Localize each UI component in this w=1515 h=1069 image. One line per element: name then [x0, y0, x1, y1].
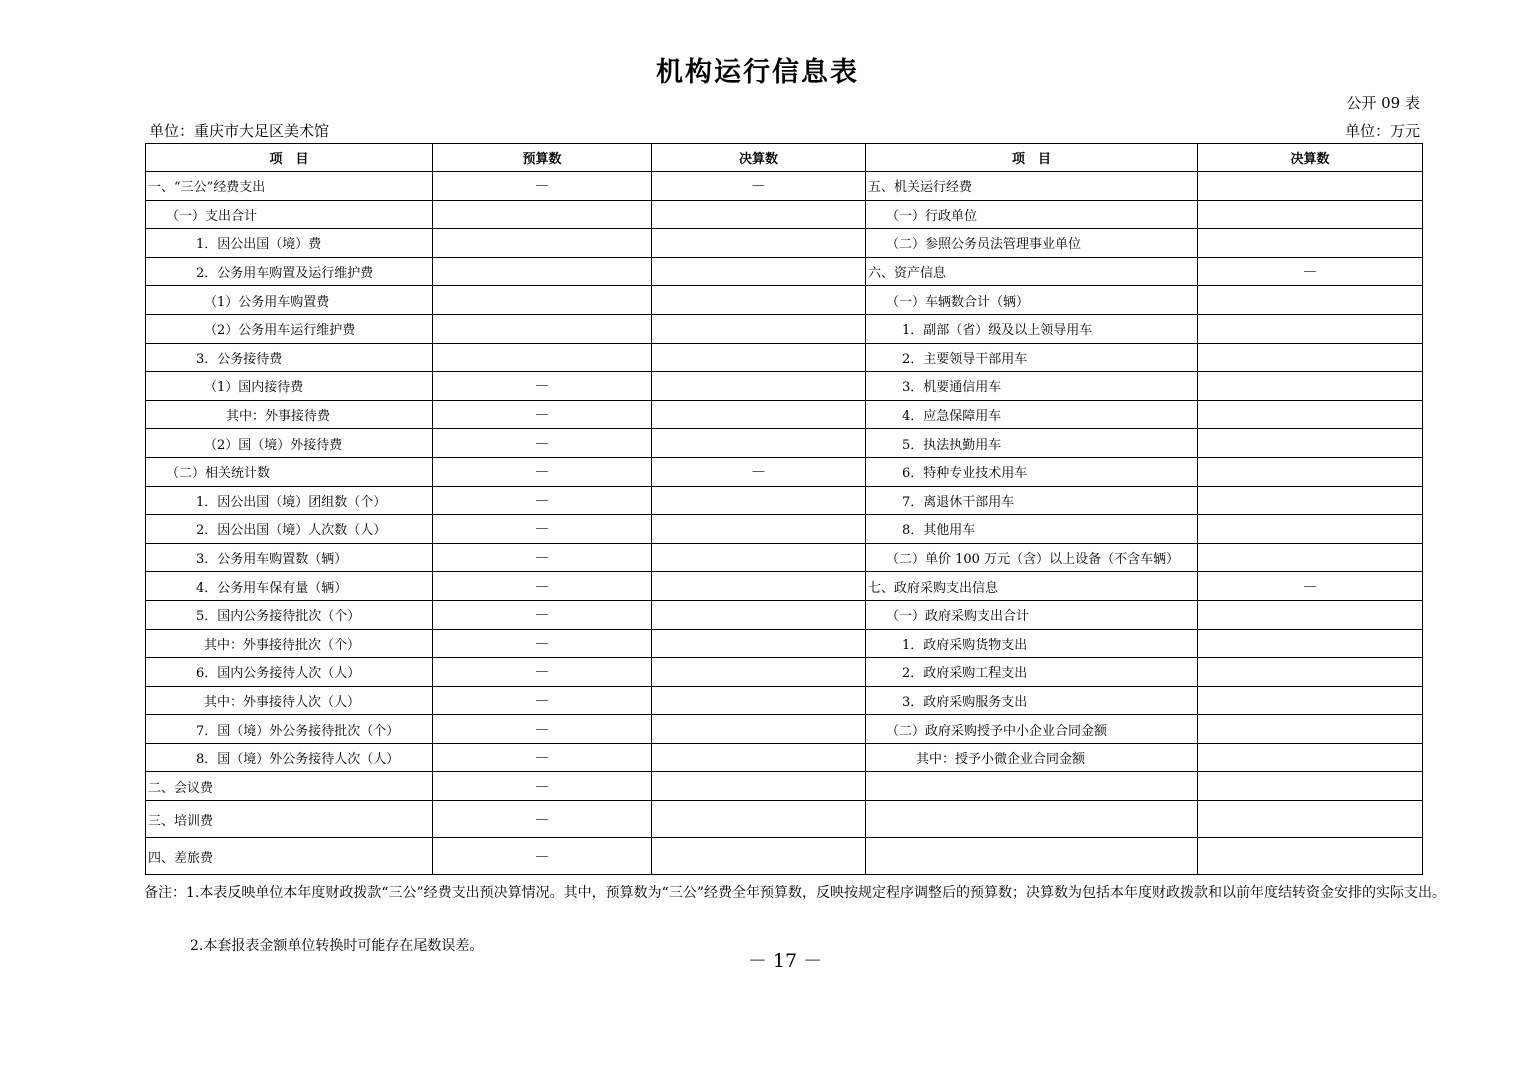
row-final-left	[652, 257, 866, 286]
row-final-right	[1198, 838, 1423, 875]
table-row	[146, 715, 1423, 744]
row-item-right: 2．政府采购工程支出	[866, 658, 1198, 687]
header-item-left: 项 目	[146, 144, 433, 172]
table-row	[146, 515, 1423, 544]
table-row	[146, 686, 1423, 715]
row-item-right: 其中：授予小微企业合同金额	[866, 743, 1198, 772]
row-budget: —	[433, 372, 652, 401]
table-row	[146, 172, 1423, 201]
header-item-right: 项 目	[866, 144, 1198, 172]
row-budget: —	[433, 838, 652, 875]
row-final-right	[1198, 543, 1423, 572]
row-budget	[433, 229, 652, 258]
row-budget: —	[433, 686, 652, 715]
row-item-right: （二）政府采购授予中小企业合同金额	[866, 715, 1198, 744]
row-budget: —	[433, 486, 652, 515]
row-budget: —	[433, 801, 652, 838]
row-final-left	[652, 286, 866, 315]
row-final-right	[1198, 343, 1423, 372]
row-budget: —	[433, 715, 652, 744]
currency-unit: 单位：万元	[1344, 122, 1420, 140]
row-budget	[433, 200, 652, 229]
row-final-right: —	[1198, 257, 1423, 286]
row-item-left: 3．公务接待费	[146, 343, 433, 372]
row-item-left: 3．公务用车购置数（辆）	[146, 543, 433, 572]
header-final-left: 决算数	[652, 144, 866, 172]
row-final-left	[652, 200, 866, 229]
row-final-left	[652, 572, 866, 601]
row-item-right: （二）参照公务员法管理事业单位	[866, 229, 1198, 258]
page-number: － 17 －	[747, 950, 823, 972]
table-row	[146, 400, 1423, 429]
table-row	[146, 457, 1423, 486]
row-final-left	[652, 229, 866, 258]
table-row	[146, 801, 1423, 838]
row-budget	[433, 257, 652, 286]
row-item-left: 其中：外事接待批次（个）	[146, 629, 433, 658]
row-final-left	[652, 772, 866, 801]
row-item-right: 六、资产信息	[866, 257, 1198, 286]
row-item-right	[866, 801, 1198, 838]
row-item-right: 五、机关运行经费	[866, 172, 1198, 201]
row-final-left: —	[652, 457, 866, 486]
row-budget	[433, 314, 652, 343]
row-item-right: 七、政府采购支出信息	[866, 572, 1198, 601]
row-final-left	[652, 658, 866, 687]
row-final-left	[652, 429, 866, 458]
table-row	[146, 743, 1423, 772]
row-budget: —	[433, 457, 652, 486]
row-final-right	[1198, 743, 1423, 772]
row-item-left: （1）国内接待费	[146, 372, 433, 401]
row-final-right	[1198, 686, 1423, 715]
row-item-left: 四、差旅费	[146, 838, 433, 875]
table-row	[146, 486, 1423, 515]
row-item-left: （一）支出合计	[146, 200, 433, 229]
row-item-right: 6．特种专业技术用车	[866, 457, 1198, 486]
row-final-right	[1198, 715, 1423, 744]
row-final-right	[1198, 429, 1423, 458]
table-row	[146, 229, 1423, 258]
row-budget: —	[433, 658, 652, 687]
row-item-left: 4．公务用车保有量（辆）	[146, 572, 433, 601]
row-item-right: 1．副部（省）级及以上领导用车	[866, 314, 1198, 343]
note-1: 备注：1.本表反映单位本年度财政拨款“三公”经费支出预决算情况。其中，预算数为“三公”经费全年预算数，反映按规定程序调整后的预算数；决算数为包括本年度财政拨款和以前年度结转资金安排的实际支出。	[144, 885, 1446, 901]
row-final-left	[652, 343, 866, 372]
table-row	[146, 838, 1423, 875]
row-final-right	[1198, 801, 1423, 838]
row-budget: —	[433, 429, 652, 458]
row-final-right	[1198, 286, 1423, 315]
row-final-left	[652, 715, 866, 744]
row-item-right: （一）行政单位	[866, 200, 1198, 229]
table-row	[146, 600, 1423, 629]
row-item-left: （2）国（境）外接待费	[146, 429, 433, 458]
row-item-right: 3．机要通信用车	[866, 372, 1198, 401]
row-final-right	[1198, 172, 1423, 201]
row-final-right	[1198, 372, 1423, 401]
row-budget: —	[433, 172, 652, 201]
row-final-right	[1198, 486, 1423, 515]
row-final-left	[652, 486, 866, 515]
row-item-left: 5．国内公务接待批次（个）	[146, 600, 433, 629]
row-final-right	[1198, 629, 1423, 658]
row-final-right	[1198, 600, 1423, 629]
row-budget: —	[433, 400, 652, 429]
note-2: 2.本套报表金额单位转换时可能存在尾数误差。	[190, 938, 484, 954]
row-final-left	[652, 600, 866, 629]
reporting-unit: 单位：重庆市大足区美术馆	[149, 122, 330, 140]
table-row	[146, 543, 1423, 572]
row-budget: —	[433, 515, 652, 544]
row-budget: —	[433, 629, 652, 658]
table-row	[146, 343, 1423, 372]
row-item-left: 其中：外事接待费	[146, 400, 433, 429]
row-budget	[433, 343, 652, 372]
row-item-right: 8．其他用车	[866, 515, 1198, 544]
table-row	[146, 429, 1423, 458]
table-row	[146, 286, 1423, 315]
table-row	[146, 772, 1423, 801]
row-final-right	[1198, 658, 1423, 687]
row-item-right: 2．主要领导干部用车	[866, 343, 1198, 372]
row-item-right: 7．离退休干部用车	[866, 486, 1198, 515]
page-title: 机构运行信息表	[656, 57, 859, 88]
row-final-left	[652, 400, 866, 429]
row-item-right: （二）单价 100 万元（含）以上设备（不含车辆）	[866, 543, 1198, 572]
header-final-right: 决算数	[1198, 144, 1423, 172]
row-final-right: —	[1198, 572, 1423, 601]
row-budget: —	[433, 543, 652, 572]
table-row	[146, 200, 1423, 229]
row-item-right	[866, 838, 1198, 875]
row-item-right: 3．政府采购服务支出	[866, 686, 1198, 715]
header-budget: 预算数	[433, 144, 652, 172]
form-number: 公开 09 表	[1346, 94, 1420, 112]
row-item-left: 1．因公出国（境）团组数（个）	[146, 486, 433, 515]
row-final-right	[1198, 314, 1423, 343]
table-row	[146, 257, 1423, 286]
row-final-left	[652, 314, 866, 343]
row-final-left	[652, 686, 866, 715]
row-item-left: 其中：外事接待人次（人）	[146, 686, 433, 715]
table-header-row	[146, 144, 1423, 172]
row-item-right: （一）车辆数合计（辆）	[866, 286, 1198, 315]
table-row	[146, 629, 1423, 658]
row-final-left	[652, 743, 866, 772]
row-item-left: 三、培训费	[146, 801, 433, 838]
row-final-right	[1198, 515, 1423, 544]
row-item-left: 1．因公出国（境）费	[146, 229, 433, 258]
row-item-left: （2）公务用车运行维护费	[146, 314, 433, 343]
table-row	[146, 372, 1423, 401]
row-final-left: —	[652, 172, 866, 201]
info-table	[145, 143, 1423, 875]
row-budget: —	[433, 743, 652, 772]
table-row	[146, 572, 1423, 601]
row-final-right	[1198, 400, 1423, 429]
row-item-right: 1．政府采购货物支出	[866, 629, 1198, 658]
row-final-left	[652, 515, 866, 544]
row-item-right: （一）政府采购支出合计	[866, 600, 1198, 629]
row-budget	[433, 286, 652, 315]
row-final-left	[652, 801, 866, 838]
row-item-left: 2．公务用车购置及运行维护费	[146, 257, 433, 286]
row-item-left: 一、“三公”经费支出	[146, 172, 433, 201]
row-budget: —	[433, 600, 652, 629]
row-item-right: 4．应急保障用车	[866, 400, 1198, 429]
row-item-left: （二）相关统计数	[146, 457, 433, 486]
row-item-right	[866, 772, 1198, 801]
row-item-left: 8．国（境）外公务接待人次（人）	[146, 743, 433, 772]
row-final-left	[652, 543, 866, 572]
row-item-left: （1）公务用车购置费	[146, 286, 433, 315]
row-final-right	[1198, 200, 1423, 229]
row-final-left	[652, 372, 866, 401]
row-item-left: 2．因公出国（境）人次数（人）	[146, 515, 433, 544]
row-item-left: 7．国（境）外公务接待批次（个）	[146, 715, 433, 744]
row-budget: —	[433, 572, 652, 601]
table-row	[146, 658, 1423, 687]
row-item-left: 二、会议费	[146, 772, 433, 801]
table-row	[146, 314, 1423, 343]
row-final-right	[1198, 457, 1423, 486]
row-final-right	[1198, 772, 1423, 801]
row-item-left: 6．国内公务接待人次（人）	[146, 658, 433, 687]
row-budget: —	[433, 772, 652, 801]
row-final-left	[652, 629, 866, 658]
row-final-left	[652, 838, 866, 875]
row-final-right	[1198, 229, 1423, 258]
row-item-right: 5．执法执勤用车	[866, 429, 1198, 458]
